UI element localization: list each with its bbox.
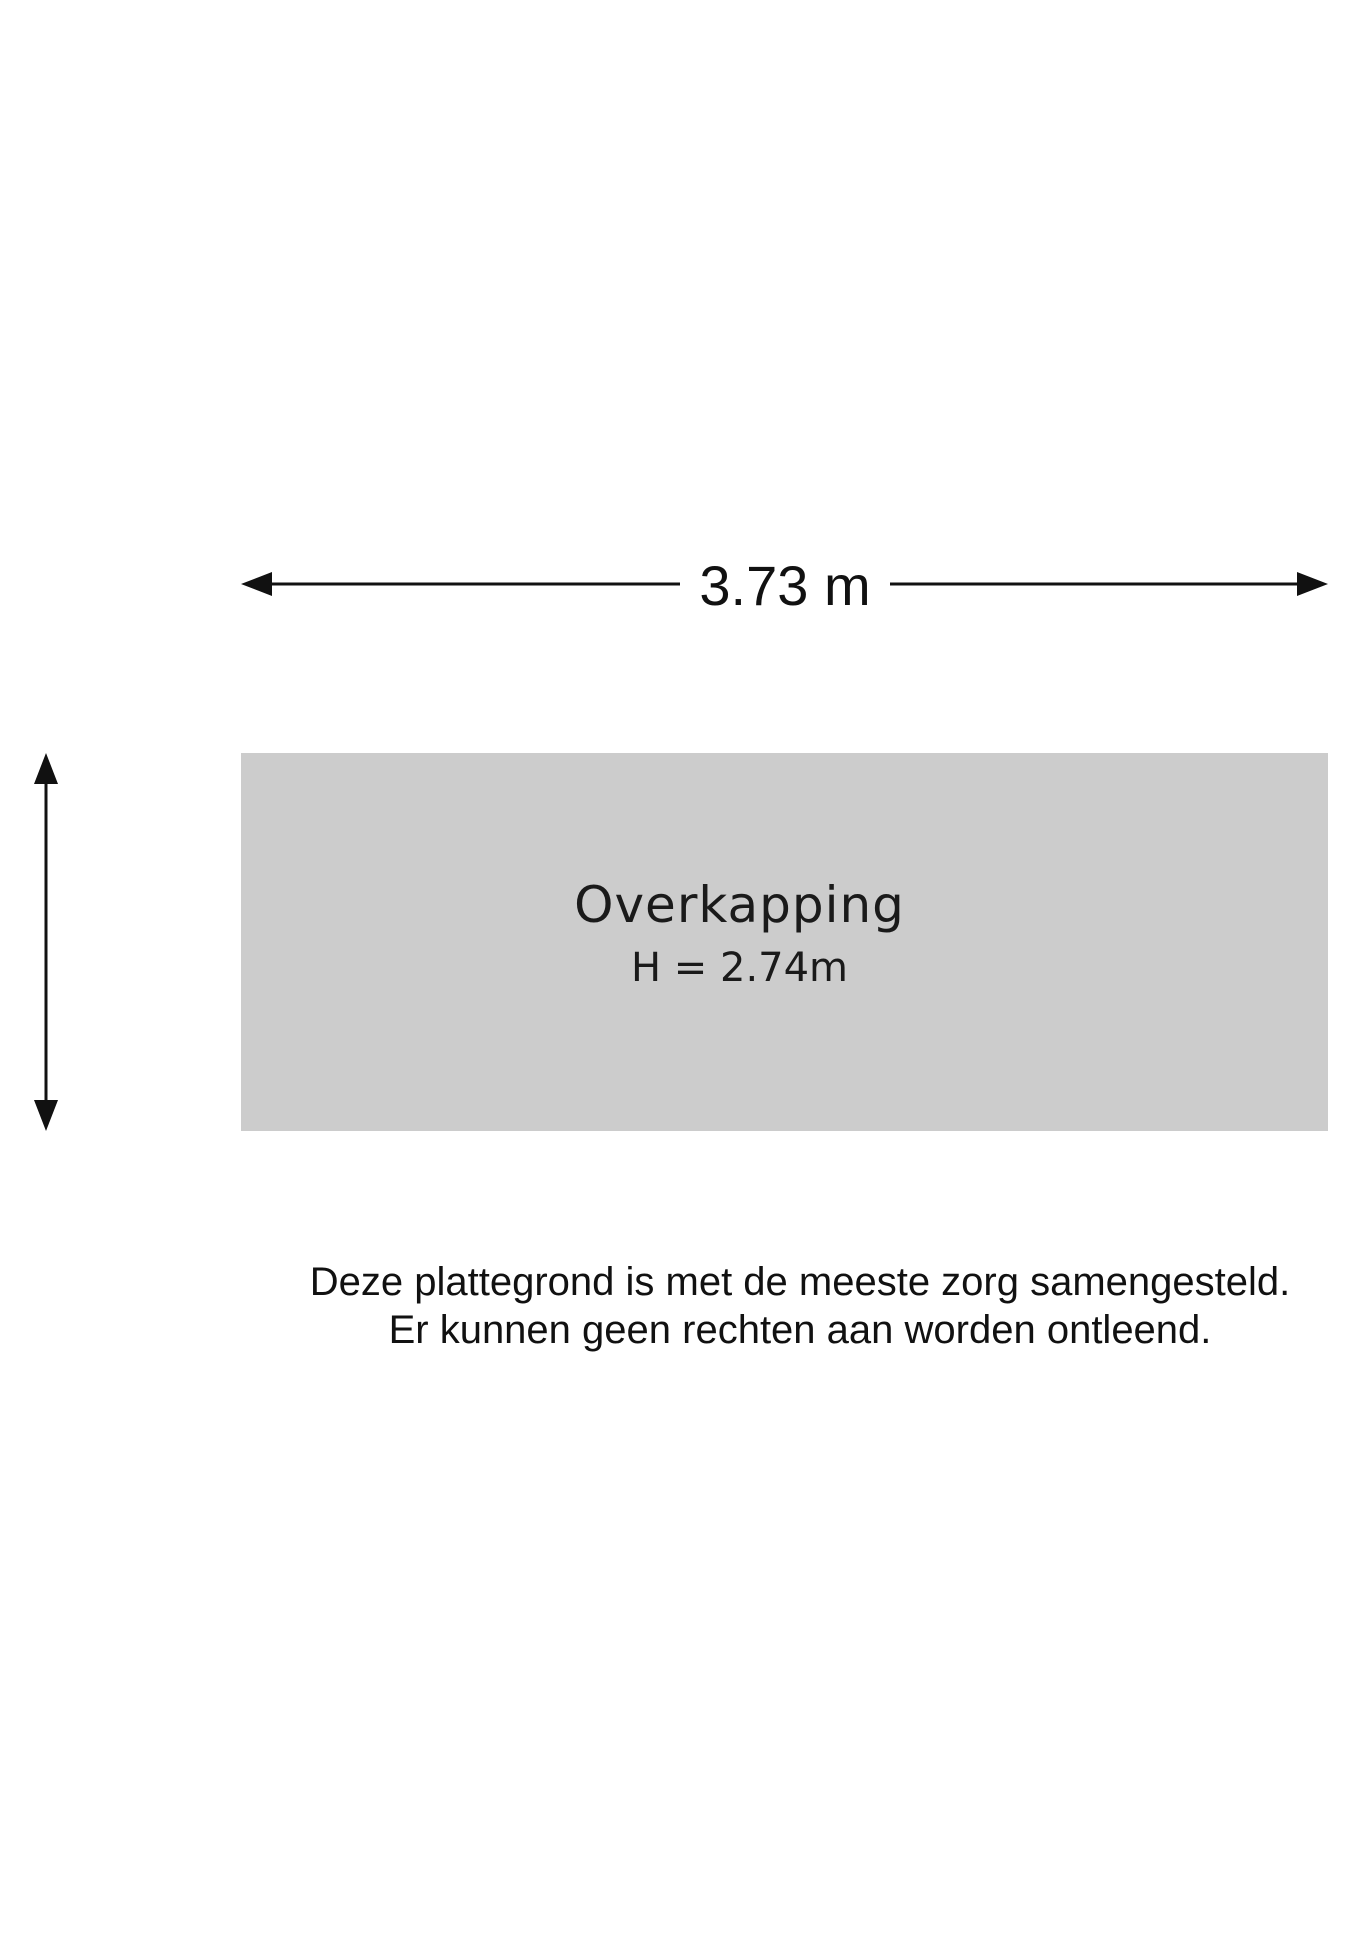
width-dimension-label: 3.73 m xyxy=(680,550,890,622)
arrow-up-icon xyxy=(34,753,58,784)
room-height-label: H = 2.74m xyxy=(630,945,849,991)
disclaimer-line-1: Deze plattegrond is met de meeste zorg samengesteld. xyxy=(309,1260,1291,1304)
arrow-down-icon xyxy=(34,1100,58,1131)
room-name-label: Overkapping xyxy=(574,876,905,934)
disclaimer-line-2: Er kunnen geen rechten aan worden ontleend. xyxy=(388,1308,1212,1352)
room-overkapping-area xyxy=(241,753,1328,1131)
arrow-left-icon xyxy=(241,572,272,596)
arrow-right-icon xyxy=(1297,572,1328,596)
disclaimer-text xyxy=(200,1258,1358,1354)
depth-dimension-line xyxy=(34,753,58,1131)
